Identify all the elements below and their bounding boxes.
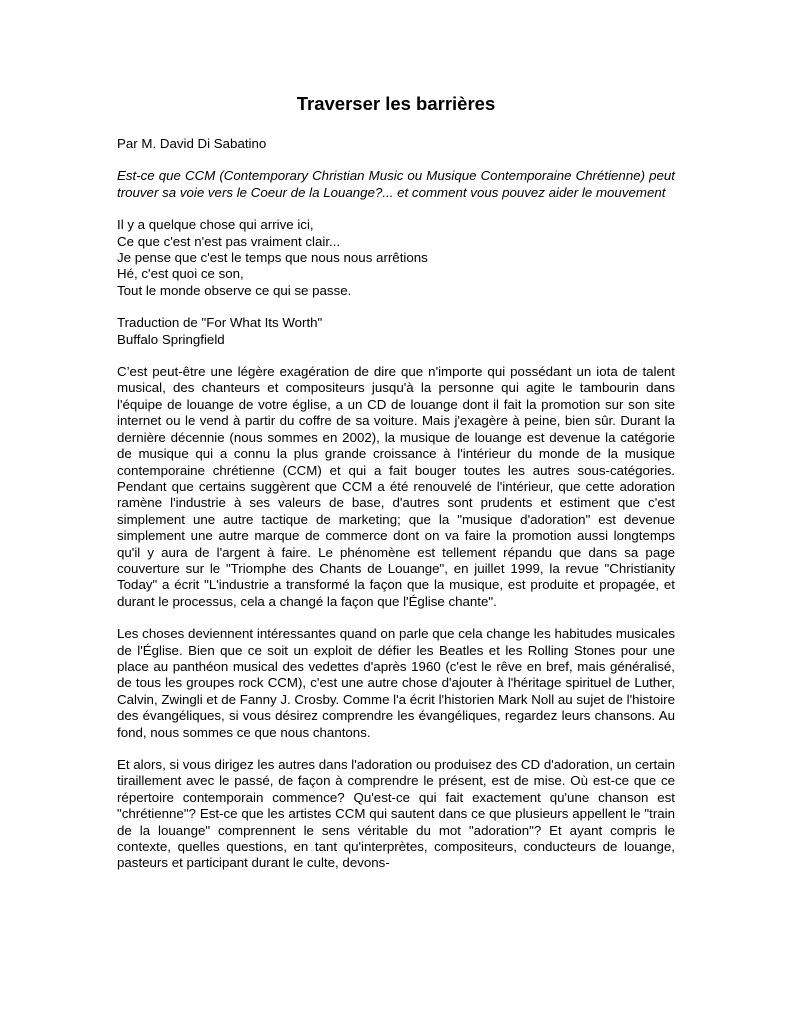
body-paragraph: C’est peut-être une légère exagération de dire que n'importe qui possédant un iota de talent musical, des chanteurs et compositeurs jusqu'à la personne qui agite le tambourin dans l'équipe de louange de votre église, a un CD de louange dont il fait la promotion sur son site internet ou le vend à partir du coffre de sa voiture. Mais j'exagère à peine, bien sûr. Durant la dernière décennie (nous sommes en 2002), la musique de louange est devenue la catégorie de musique qui a connu la plus grande croissance à l'intérieur du monde de la musique contemporaine chrétienne (CCM) et qui a fait bouger toutes les autres sous-catégories. Pendant que certains suggèrent que CCM a été renouvelé de l'intérieur, que cette adoration ramène l'industrie à ses valeurs de base, d'autres sont prudents et estiment que c'est simplement une autre tactique de marketing; que la "musique d'adoration" est devenue simplement une autre marque de commerce dont on va faire la promotion aussi longtemps qu'il y aura de l'argent à faire. Le phénomène est tellement répandu que dans sa page couverture sur le "Triomphe des Chants de Louange", en juillet 1999, la revue "Christianity Today" a écrit "L'industrie a transformé la façon que la musique, est produite et propagée, et durant le processus, cela a changé la façon que l'Église chante". (117, 364, 675, 609)
document-title: Traverser les barrières (296, 93, 496, 114)
lyrics-block (117, 217, 675, 299)
artist-credit: Buffalo Springfield (117, 331, 225, 347)
lyrics-line: Ce que c'est n'est pas vraiment clair... (117, 233, 341, 249)
song-credit (117, 315, 675, 348)
lyrics-line: Je pense que c'est le temps que nous nous arrêtions (117, 250, 428, 266)
lyrics-line: Tout le monde observe ce qui se passe. (117, 282, 352, 298)
author-line: Par M. David Di Sabatino (117, 136, 267, 151)
body-paragraph: Et alors, si vous dirigez les autres dans l'adoration ou produisez des CD d'adoration, un certain tiraillement avec le passé, de façon à comprendre le présent, est de mise. Où est-ce que ce répertoire contemporain commence? Qu'est-ce qui fait exactement qu'une chanson est "chrétienne"? Est-ce que les artistes CCM qui sautent dans ce que plusieurs appellent le "train de la louange" comprennent le sens véritable du mot "adoration"? Et ayant compris le contexte, quelles questions, en tant qu'interprètes, compositeurs, conducteurs de louange, pasteurs et participant durant le culte, devons- (117, 757, 675, 871)
translation-credit: Traduction de "For What Its Worth" (117, 315, 323, 331)
body-paragraph: Les choses deviennent intéressantes quand on parle que cela change les habitudes musicales de l'Église. Bien que ce soit un exploit de défier les Beatles et les Rolling Stones pour une place au panthéon musical des vedettes d'après 1960 (c'est le rêve en bref, mais généralisé, de tous les groupes rock CCM), c'est une autre chose d'ajouter à l'héritage spirituel de Luther, Calvin, Zwingli et de Fanny J. Crosby. Comme l'a écrit l'historien Mark Noll au sujet de l'histoire des évangéliques, si vous désirez comprendre les évangéliques, regardez leurs chansons. Au fond, nous sommes ce que nous chantons. (117, 626, 675, 740)
lyrics-line: Il y a quelque chose qui arrive ici, (117, 217, 314, 233)
intro-paragraph: Est-ce que CCM (Contemporary Christian Music ou Musique Contemporaine Chrétienne) peut trouver sa voie vers le Coeur de la Louange?... et comment vous pouvez aider le mouvement (117, 168, 675, 200)
document-body (117, 92, 675, 872)
lyrics-line: Hé, c'est quoi ce son, (117, 266, 244, 282)
